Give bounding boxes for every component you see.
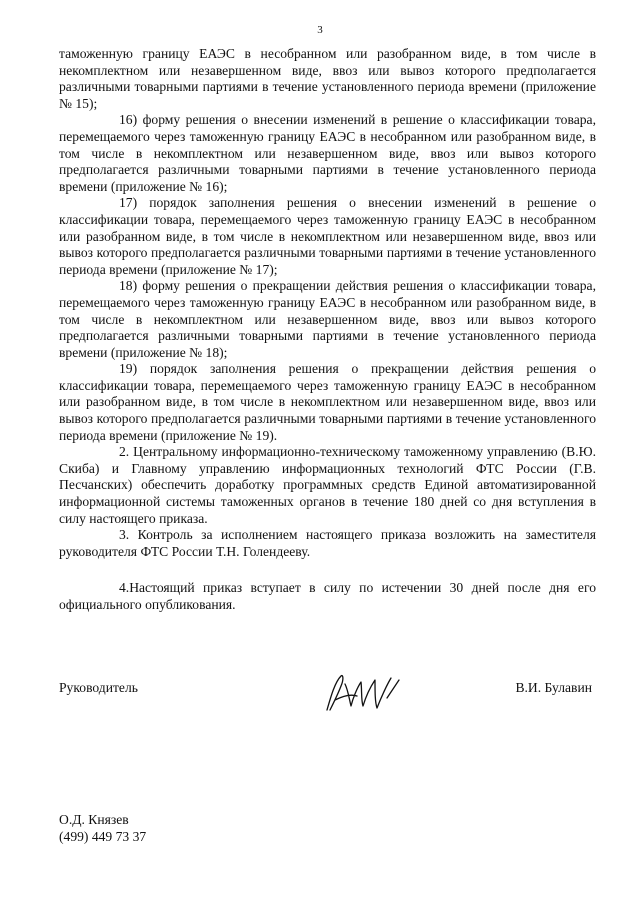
paragraph-item-16: 16) форму решения о внесении изменений в решение о классификации товара, перемещаемого через таможенную границу ЕАЭС в несобранном или разобранном виде, в том числе в некомплектном или незавершенном виде, ввоз или вывоз которого предполагается различными товарными партиями в течение установленного периода времени (приложение № 16); <box>59 112 596 194</box>
paragraph-item-18: 18) форму решения о прекращении действия решения о классификации товара, перемещаемого через таможенную границу ЕАЭС в несобранном или разобранном виде, в том числе в некомплектном или незавершенном виде, ввоз или вывоз которого предполагается различными товарными партиями в течение установленного периода времени (приложение № 18); <box>59 278 596 360</box>
executor-phone: (499) 449 73 37 <box>59 828 147 844</box>
page-number: 3 <box>317 24 323 36</box>
signer-name: В.И. Булавин <box>515 680 592 695</box>
executor-contact <box>59 812 146 845</box>
paragraph-item-17: 17) порядок заполнения решения о внесении изменений в решение о классификации товара, перемещаемого через таможенную границу ЕАЭС в несобранном или разобранном виде, в том числе в некомплектном или незавершенном виде, ввоз или вывоз которого предполагается различными товарными партиями в течение установленного периода времени (приложение № 17); <box>59 195 596 277</box>
paragraph-clause-4: 4.Настоящий приказ вступает в силу по истечении 30 дней после дня его официального опубликования. <box>59 580 596 612</box>
paragraph-clause-3: 3. Контроль за исполнением настоящего приказа возложить на заместителя руководителя ФТС России Т.Н. Голендееву. <box>59 527 596 559</box>
handwritten-signature <box>321 670 401 716</box>
paragraph-15-continuation: таможенную границу ЕАЭС в несобранном или разобранном виде, в том числе в некомплектном или незавершенном виде, ввоз или вывоз которого предполагается различными товарными партиями в течение установленного периода времени (приложение № 15); <box>59 46 596 111</box>
signature-block <box>59 676 596 716</box>
signer-title: Руководитель <box>59 680 138 695</box>
executor-name: О.Д. Князев <box>59 812 129 827</box>
paragraph-clause-2: 2. Центральному информационно-техническому таможенному управлению (В.Ю. Скиба) и Главному управлению информационных технологий ФТС России (Г.В. Песчанских) обеспечить доработку программных средств Единой автоматизированной информационной системы таможенных органов в течение 180 дней со дня вступления в силу настоящего приказа. <box>59 444 596 526</box>
document-body <box>59 46 596 614</box>
paragraph-item-19: 19) порядок заполнения решения о прекращении действия решения о классификации товара, перемещаемого через таможенную границу ЕАЭС в несобранном или разобранном виде, в том числе в некомплектном или незавершенном виде, ввоз или вывоз которого предполагается различными товарными партиями в течение установленного периода времени (приложение № 19). <box>59 361 596 443</box>
